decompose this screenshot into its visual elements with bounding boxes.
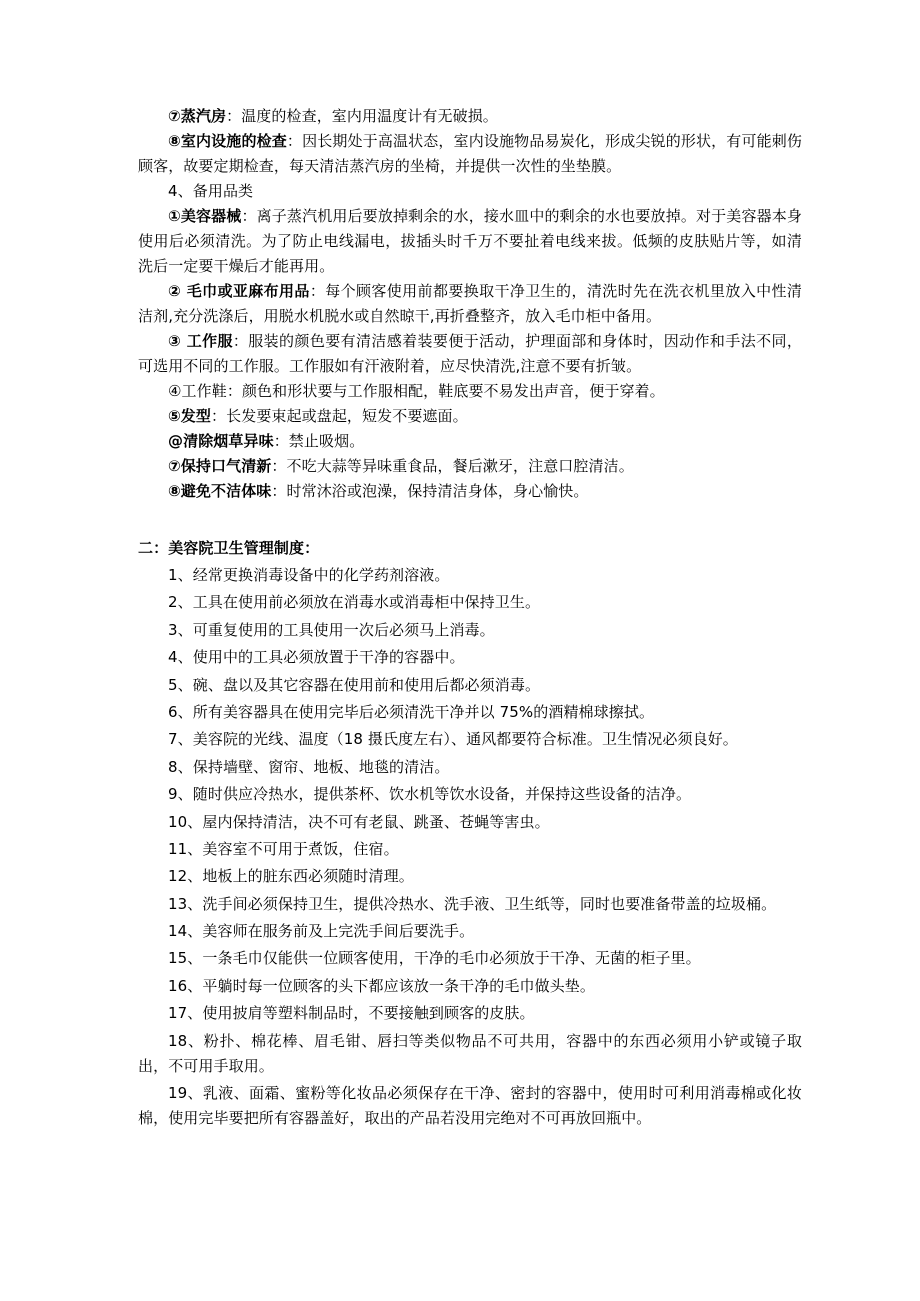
rule-item: 3、可重复使用的工具使用一次后必须马上消毒。 — [168, 620, 495, 639]
rule-item: 6、所有美容器具在使用完毕后必须清洗干净并以 75%的酒精棉球擦拭。 — [168, 702, 655, 721]
supply-no-smoke — [138, 429, 802, 454]
supply-body-odor — [138, 479, 802, 504]
item-steam-room — [138, 104, 802, 129]
rule-item: 2、工具在使用前必须放在消毒水或消毒柜中保持卫生。 — [168, 593, 541, 612]
supply-fresh-breath — [138, 454, 802, 479]
subheading-supplies: 4、备用品类 — [168, 182, 254, 200]
rule-item: 9、随时供应冷热水，提供茶杯、饮水机等饮水设备，并保持这些设备的洁净。 — [168, 785, 692, 804]
supply-work-shoes — [138, 379, 802, 404]
supply-text: ：不吃大蒜等异味重食品，餐后漱牙，注意口腔清洁。 — [271, 457, 634, 475]
rule-item: 15、一条毛巾仅能供一位顾客使用，干净的毛巾必须放于干净、无菌的柜子里。 — [168, 949, 701, 968]
item-facility-check — [138, 129, 802, 179]
rule-item: 4、使用中的工具必须放置于干净的容器中。 — [168, 648, 465, 667]
supply-head: ⑤发型 — [168, 407, 212, 425]
item-text: ：温度的检查，室内用温度计有无破损。 — [226, 107, 498, 125]
supply-head: ⑧避免不洁体味 — [168, 482, 272, 500]
rule-item: 11、美容室不可用于煮饭，住宿。 — [168, 839, 399, 858]
supply-text: ：每个顾客使用前都要换取干净卫生的，清洗时先在洗衣机里放入中性清洁剂,充分洗涤后，用脱水机脱水或自然晾干,再折叠整齐，放入毛巾柜中备用。 — [138, 282, 802, 325]
supply-head: ⑦保持口气清新 — [168, 457, 272, 475]
supply-text: ：禁止吸烟。 — [273, 432, 365, 450]
rule-item: 14、美容师在服务前及上完洗手间后要洗手。 — [168, 922, 475, 941]
supply-uniform — [138, 329, 802, 379]
rule-item: 12、地板上的脏东西必须随时清理。 — [168, 867, 414, 886]
document-page — [138, 104, 802, 1133]
section-spacer — [138, 504, 802, 536]
rule-item: 18、粉扑、棉花棒、眉毛钳、唇扫等类似物品不可共用，容器中的东西必须用小铲或镜子取出，不可用手取用。 — [138, 1031, 802, 1075]
rule-item: 10、屋内保持清洁，决不可有老鼠、跳蚤、苍蝇等害虫。 — [168, 812, 550, 831]
item-text: ：因长期处于高温状态，室内设施物品易炭化，形成尖锐的形状，有可能刺伤顾客，故要定期检查，每天清洁蒸汽房的坐椅，并提供一次性的坐垫膜。 — [138, 132, 802, 175]
supply-head: ①美容器械 — [168, 207, 242, 225]
hygiene-rule-list — [138, 563, 802, 1131]
item-head: ⑦蒸汽房 — [168, 107, 227, 125]
supply-towels-linen — [138, 279, 802, 329]
rule-item: 1、经常更换消毒设备中的化学药剂溶液。 — [168, 566, 450, 584]
item-head: ⑧室内设施的检查 — [168, 132, 287, 150]
supply-beauty-equipment — [138, 204, 802, 279]
supply-hairstyle — [138, 404, 802, 429]
supply-text: ：颜色和形状要与工作服相配，鞋底要不易发出声音，便于穿着。 — [226, 382, 665, 400]
section-title-hygiene-rules: 二：美容院卫生管理制度： — [138, 539, 320, 557]
supply-head: ③ 工作服 — [168, 332, 233, 350]
supply-head: ④工作鞋 — [168, 382, 227, 400]
rule-item: 19、乳液、面霜、蜜粉等化妆品必须保存在干净、密封的容器中，使用时可利用消毒棉或化妆棉，使用完毕要把所有容器盖好，取出的产品若没用完绝对不可再放回瓶中。 — [138, 1084, 802, 1128]
supply-text: ：离子蒸汽机用后要放掉剩余的水，接水皿中的剩余的水也要放掉。对于美容器本身使用后必须清洗。为了防止电线漏电，拔插头时千万不要扯着电线来拔。低频的皮肤贴片等，如清洗后一定要干燥后才能再用。 — [138, 207, 802, 275]
supply-head: ② 毛巾或亚麻布用品 — [168, 282, 310, 300]
rule-item: 8、保持墙壁、窗帘、地板、地毯的清洁。 — [168, 757, 450, 776]
supply-text: ：服装的颜色要有清洁感着装要便于活动，护理面部和身体时，因动作和手法不同，可选用不同的工作服。工作服如有汗液附着，应尽快清洗,注意不要有折皱。 — [138, 332, 802, 375]
rule-item: 5、碗、盘以及其它容器在使用前和使用后都必须消毒。 — [168, 675, 541, 694]
rule-item: 13、洗手间必须保持卫生，提供冷热水、洗手液、卫生纸等，同时也要准备带盖的垃圾桶。 — [168, 894, 777, 913]
rule-item: 7、美容院的光线、温度（18 摄氏度左右）、通风都要符合标准。卫生情况必须良好。 — [168, 730, 738, 749]
supply-text: ：长发要束起或盘起，短发不要遮面。 — [211, 407, 468, 425]
supply-head: @清除烟草异味 — [168, 432, 274, 450]
rule-item: 16、平躺时每一位顾客的头下都应该放一条干净的毛巾做头垫。 — [168, 976, 595, 995]
supply-text: ：时常沐浴或泡澡，保持清洁身体，身心愉快。 — [271, 482, 589, 500]
rule-item: 17、使用披肩等塑料制品时，不要接触到顾客的皮肤。 — [168, 1004, 535, 1023]
